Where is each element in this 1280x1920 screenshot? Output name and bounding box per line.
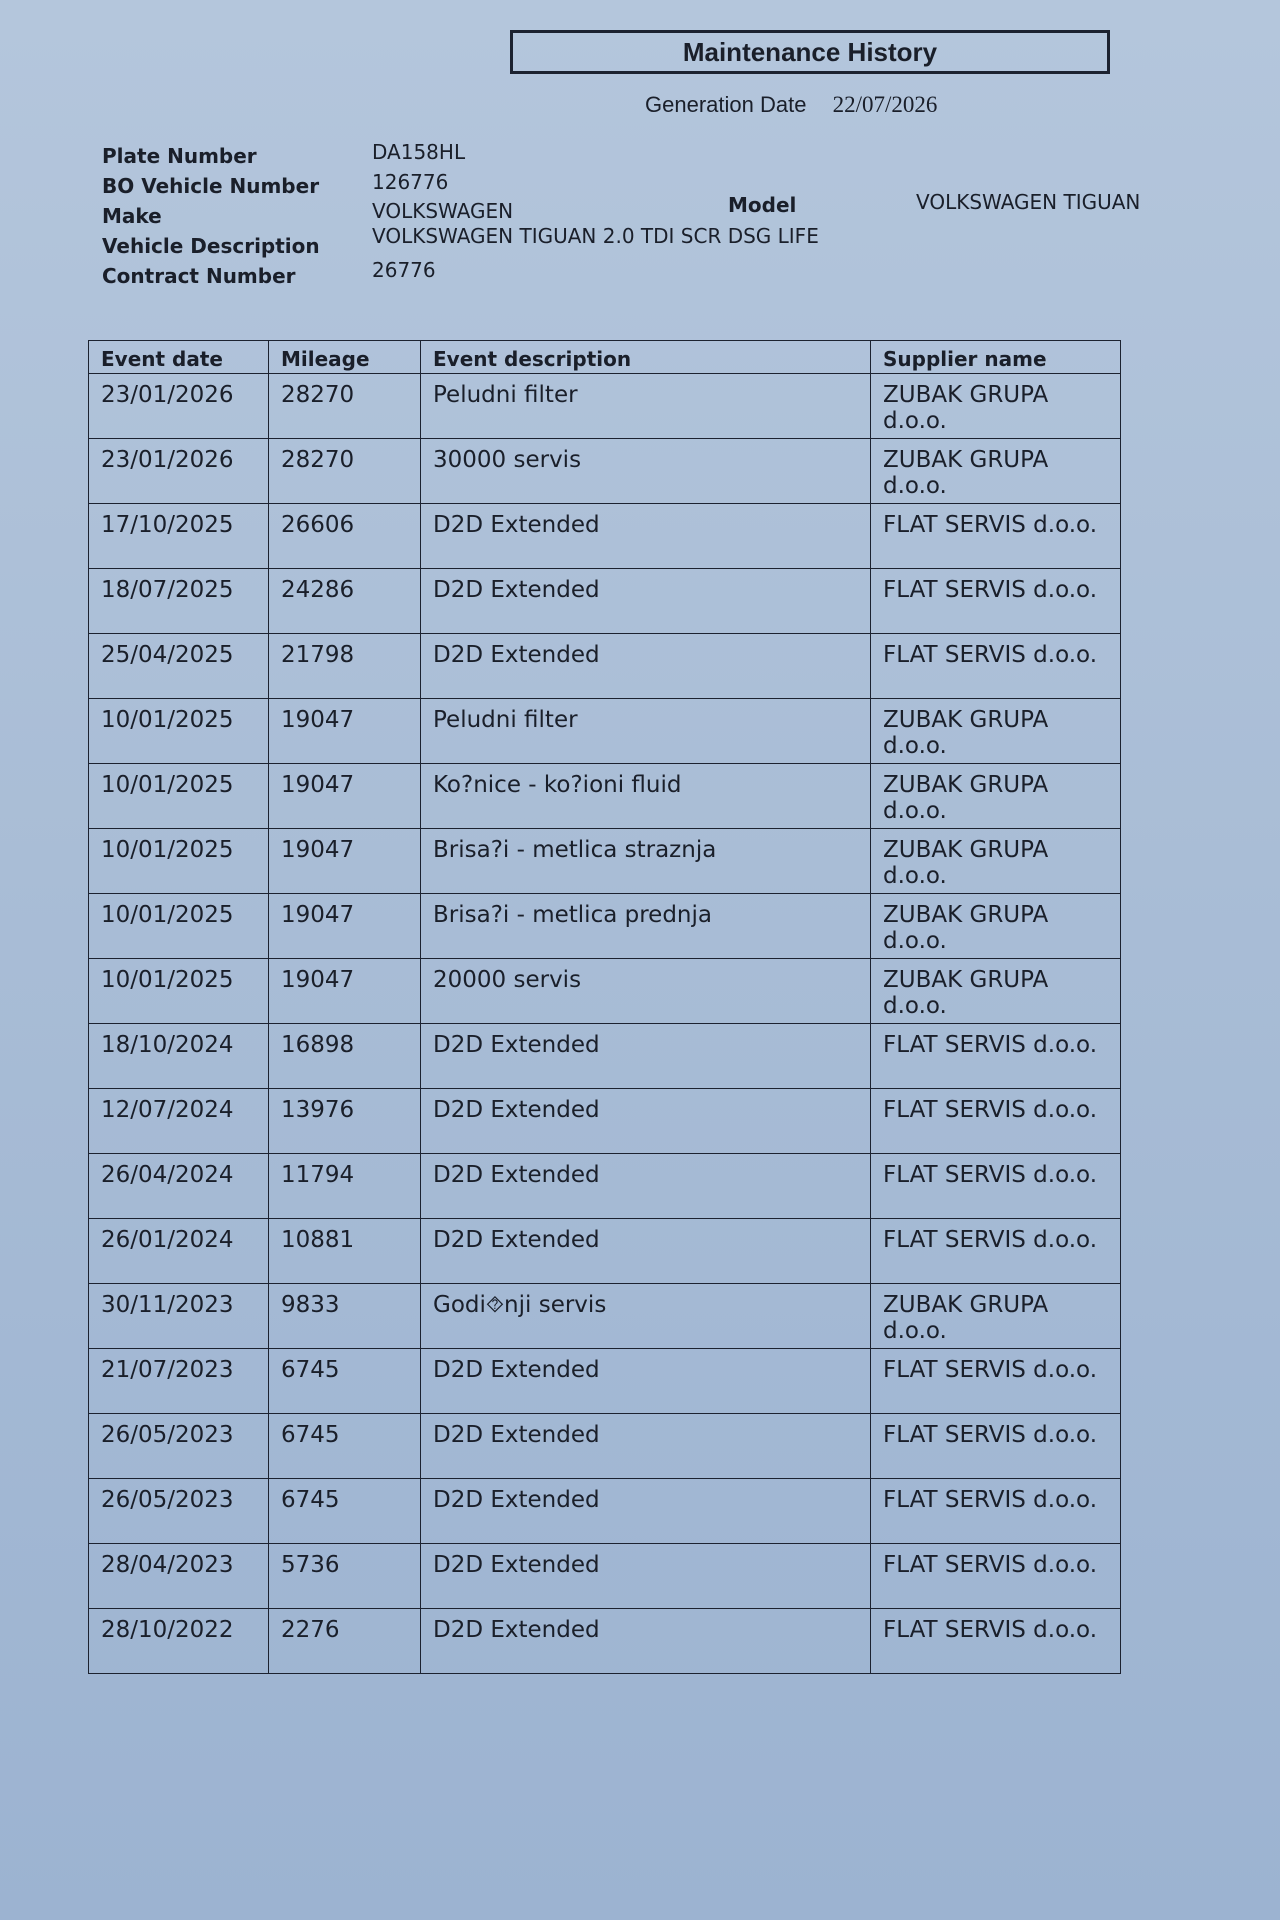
header-event-date: Event date	[89, 341, 269, 374]
cell-event-description: Godi⯑nji servis	[421, 1284, 871, 1349]
table-row	[89, 634, 1121, 699]
cell-mileage: 19047	[269, 829, 421, 894]
cell-event-date: 28/10/2022	[89, 1609, 269, 1674]
cell-event-date: 26/04/2024	[89, 1154, 269, 1219]
cell-supplier-name: FLAT SERVIS d.o.o.	[871, 1349, 1121, 1414]
table-row	[89, 1024, 1121, 1089]
cell-event-description: Brisa?i - metlica straznja	[421, 829, 871, 894]
model-label: Model	[728, 193, 797, 217]
table-row	[89, 959, 1121, 1024]
cell-event-date: 12/07/2024	[89, 1089, 269, 1154]
cell-mileage: 6745	[269, 1349, 421, 1414]
cell-mileage: 19047	[269, 699, 421, 764]
vehicle-info	[102, 140, 1202, 300]
table-row	[89, 1089, 1121, 1154]
cell-event-date: 23/01/2026	[89, 374, 269, 439]
cell-mileage: 28270	[269, 374, 421, 439]
table-row	[89, 699, 1121, 764]
cell-supplier-name: FLAT SERVIS d.o.o.	[871, 1609, 1121, 1674]
table-row	[89, 1349, 1121, 1414]
cell-event-description: D2D Extended	[421, 1609, 871, 1674]
cell-mileage: 6745	[269, 1479, 421, 1544]
cell-event-date: 23/01/2026	[89, 439, 269, 504]
cell-event-description: Brisa?i - metlica prednja	[421, 894, 871, 959]
cell-mileage: 19047	[269, 764, 421, 829]
table-row	[89, 1154, 1121, 1219]
cell-event-date: 25/04/2025	[89, 634, 269, 699]
cell-event-date: 10/01/2025	[89, 699, 269, 764]
cell-event-date: 10/01/2025	[89, 894, 269, 959]
model-value: VOLKSWAGEN TIGUAN	[916, 190, 1141, 214]
cell-supplier-name: FLAT SERVIS d.o.o.	[871, 1219, 1121, 1284]
cell-supplier-name: FLAT SERVIS d.o.o.	[871, 1154, 1121, 1219]
cell-mileage: 13976	[269, 1089, 421, 1154]
cell-event-description: 30000 servis	[421, 439, 871, 504]
cell-event-description: Peludni filter	[421, 699, 871, 764]
table-row	[89, 1479, 1121, 1544]
cell-event-date: 28/04/2023	[89, 1544, 269, 1609]
table-row	[89, 1414, 1121, 1479]
cell-event-description: D2D Extended	[421, 1219, 871, 1284]
cell-mileage: 9833	[269, 1284, 421, 1349]
cell-mileage: 11794	[269, 1154, 421, 1219]
cell-mileage: 16898	[269, 1024, 421, 1089]
cell-event-description: D2D Extended	[421, 1479, 871, 1544]
cell-supplier-name: FLAT SERVIS d.o.o.	[871, 634, 1121, 699]
cell-mileage: 21798	[269, 634, 421, 699]
table-row	[89, 374, 1121, 439]
table-row	[89, 1284, 1121, 1349]
cell-event-date: 10/01/2025	[89, 829, 269, 894]
contract-number-value: 26776	[372, 258, 436, 282]
cell-event-date: 18/07/2025	[89, 569, 269, 634]
table-header-row	[89, 341, 1121, 374]
cell-event-date: 26/05/2023	[89, 1479, 269, 1544]
make-value: VOLKSWAGEN	[372, 199, 514, 223]
bo-vehicle-number-value: 126776	[372, 170, 449, 194]
cell-supplier-name: FLAT SERVIS d.o.o.	[871, 1089, 1121, 1154]
cell-supplier-name: FLAT SERVIS d.o.o.	[871, 1479, 1121, 1544]
cell-event-description: D2D Extended	[421, 634, 871, 699]
cell-mileage: 2276	[269, 1609, 421, 1674]
table-row	[89, 764, 1121, 829]
cell-mileage: 5736	[269, 1544, 421, 1609]
cell-event-description: D2D Extended	[421, 1089, 871, 1154]
header-event-description: Event description	[421, 341, 871, 374]
table-body	[89, 374, 1121, 1674]
cell-supplier-name: ZUBAK GRUPA d.o.o.	[871, 439, 1121, 504]
cell-event-description: D2D Extended	[421, 1544, 871, 1609]
cell-event-description: D2D Extended	[421, 1349, 871, 1414]
cell-mileage: 24286	[269, 569, 421, 634]
cell-supplier-name: FLAT SERVIS d.o.o.	[871, 1544, 1121, 1609]
make-label: Make	[102, 204, 162, 228]
cell-event-date: 10/01/2025	[89, 764, 269, 829]
cell-supplier-name: FLAT SERVIS d.o.o.	[871, 1024, 1121, 1089]
cell-event-date: 21/07/2023	[89, 1349, 269, 1414]
cell-event-description: Ko?nice - ko?ioni fluid	[421, 764, 871, 829]
generation-date-value: 22/07/2026	[832, 92, 938, 117]
document-title: Maintenance History	[510, 30, 1110, 74]
bo-vehicle-number-label: BO Vehicle Number	[102, 174, 320, 198]
cell-mileage: 19047	[269, 959, 421, 1024]
generation-date	[645, 92, 937, 118]
table-row	[89, 1544, 1121, 1609]
vehicle-description-value: VOLKSWAGEN TIGUAN 2.0 TDI SCR DSG LIFE	[372, 224, 819, 248]
table-row	[89, 504, 1121, 569]
cell-event-description: D2D Extended	[421, 1414, 871, 1479]
cell-supplier-name: FLAT SERVIS d.o.o.	[871, 569, 1121, 634]
cell-event-description: 20000 servis	[421, 959, 871, 1024]
cell-event-date: 26/05/2023	[89, 1414, 269, 1479]
cell-mileage: 10881	[269, 1219, 421, 1284]
cell-supplier-name: FLAT SERVIS d.o.o.	[871, 504, 1121, 569]
cell-mileage: 26606	[269, 504, 421, 569]
cell-event-date: 26/01/2024	[89, 1219, 269, 1284]
cell-event-date: 30/11/2023	[89, 1284, 269, 1349]
table-row	[89, 829, 1121, 894]
header-supplier-name: Supplier name	[871, 341, 1121, 374]
cell-event-description: D2D Extended	[421, 1024, 871, 1089]
cell-supplier-name: FLAT SERVIS d.o.o.	[871, 1414, 1121, 1479]
cell-event-date: 17/10/2025	[89, 504, 269, 569]
cell-event-date: 10/01/2025	[89, 959, 269, 1024]
header-mileage: Mileage	[269, 341, 421, 374]
vehicle-description-label: Vehicle Description	[102, 234, 320, 258]
cell-supplier-name: ZUBAK GRUPA d.o.o.	[871, 1284, 1121, 1349]
cell-supplier-name: ZUBAK GRUPA d.o.o.	[871, 959, 1121, 1024]
cell-supplier-name: ZUBAK GRUPA d.o.o.	[871, 699, 1121, 764]
table-row	[89, 569, 1121, 634]
cell-event-description: D2D Extended	[421, 569, 871, 634]
table-row	[89, 1609, 1121, 1674]
cell-event-description: D2D Extended	[421, 504, 871, 569]
table-row	[89, 439, 1121, 504]
cell-event-description: D2D Extended	[421, 1154, 871, 1219]
contract-number-label: Contract Number	[102, 264, 296, 288]
generation-date-label: Generation Date	[645, 92, 807, 117]
cell-supplier-name: ZUBAK GRUPA d.o.o.	[871, 764, 1121, 829]
cell-event-date: 18/10/2024	[89, 1024, 269, 1089]
cell-mileage: 19047	[269, 894, 421, 959]
plate-number-value: DA158HL	[372, 140, 466, 164]
cell-supplier-name: ZUBAK GRUPA d.o.o.	[871, 894, 1121, 959]
cell-mileage: 6745	[269, 1414, 421, 1479]
table-row	[89, 1219, 1121, 1284]
plate-number-label: Plate Number	[102, 144, 257, 168]
cell-event-description: Peludni filter	[421, 374, 871, 439]
table-row	[89, 894, 1121, 959]
cell-supplier-name: ZUBAK GRUPA d.o.o.	[871, 374, 1121, 439]
maintenance-table	[88, 340, 1121, 1674]
cell-mileage: 28270	[269, 439, 421, 504]
cell-supplier-name: ZUBAK GRUPA d.o.o.	[871, 829, 1121, 894]
